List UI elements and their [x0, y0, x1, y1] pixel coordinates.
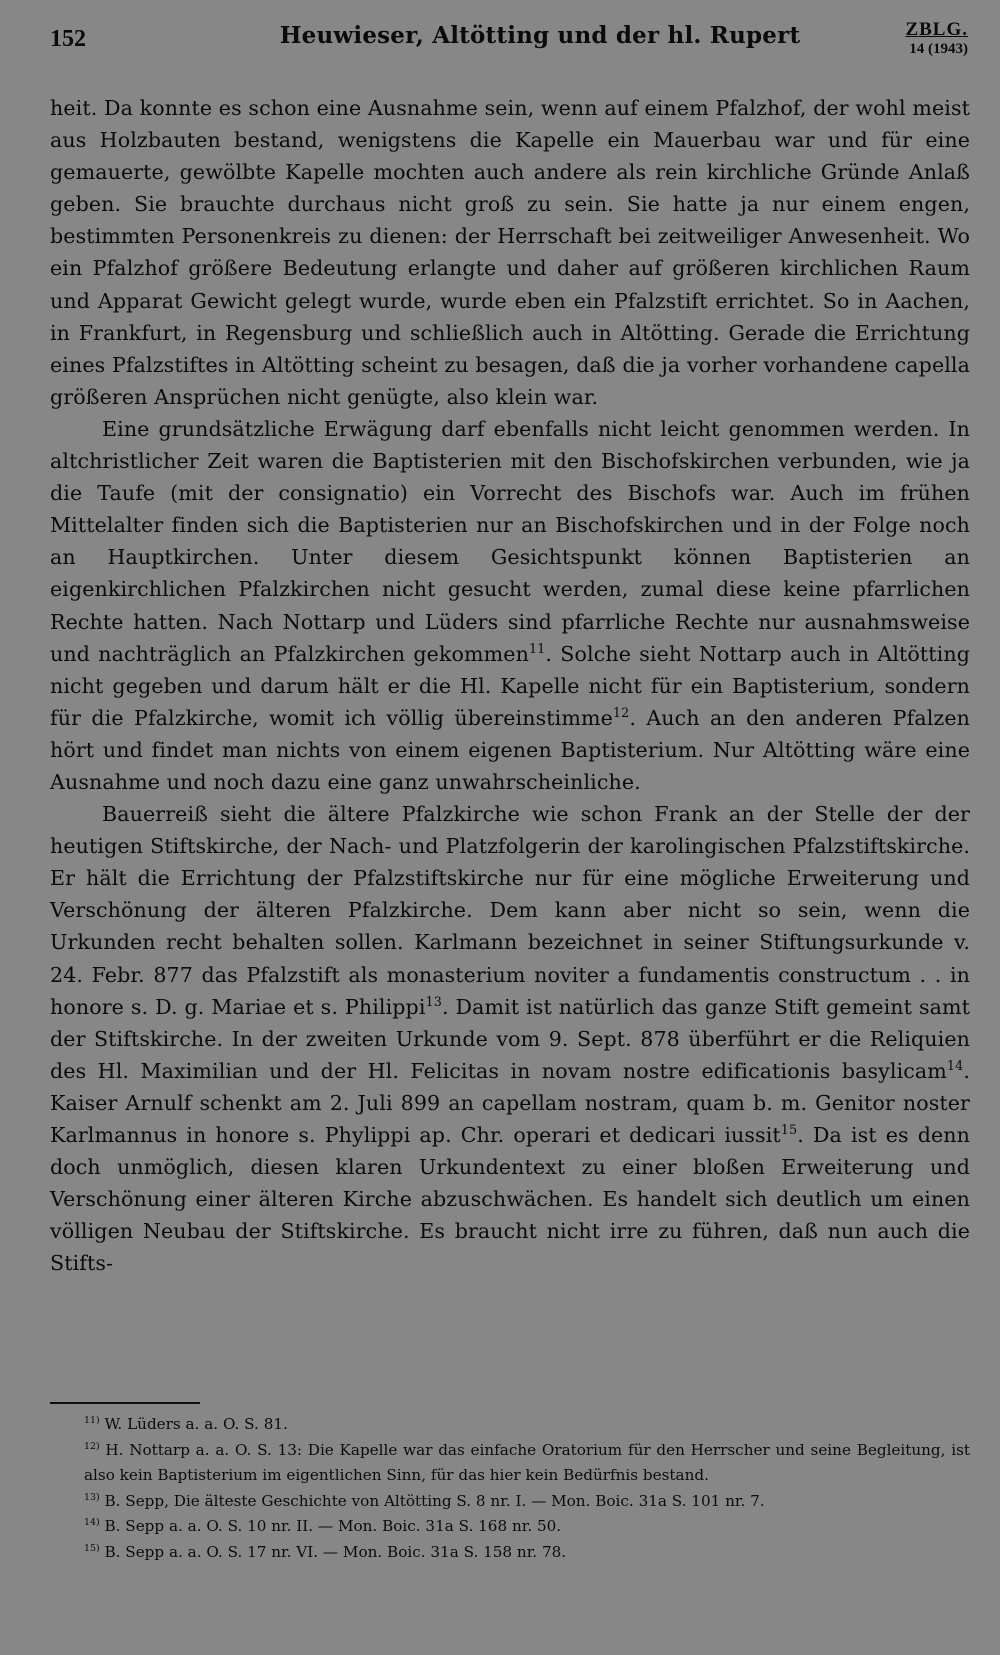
page-header [50, 20, 970, 60]
footnote-mark: 15) [84, 1542, 100, 1554]
paragraph-2-text-end: . Auch an den anderen Pfalzen hört und findet man nichts von einem eigenen Baptisterium. Nur Altötting wäre eine Ausnahme und noch dazu eine ganz unwahrscheinliche. [50, 705, 970, 794]
footnote-text: W. Lüders a. a. O. S. 81. [104, 1415, 288, 1433]
footnote-13 [50, 1489, 970, 1515]
paragraph-2-text-cont: . Solche sieht Nottarp auch in Altötting nicht gegeben und darum hält er die Hl. Kapelle nicht für ein Baptisterium, sondern für die Pfalzkirche, womit ich völlig übereinstimme [50, 641, 970, 730]
paragraph-3-text-cont2: . Kaiser Arnulf schenkt am 2. Juli 899 an capellam nostram, quam b. m. Genitor noster Karlmannus in honore s. Phylippi ap. Chr. operari et dedicari iussit [50, 1058, 970, 1147]
footnote-mark: 13) [84, 1491, 100, 1503]
footnote-text: B. Sepp, Die älteste Geschichte von Altötting S. 8 nr. I. — Mon. Boic. 31a S. 101 nr. 7. [104, 1491, 765, 1510]
footnote-14 [50, 1514, 970, 1540]
footnote-11 [50, 1412, 970, 1438]
footnote-15 [50, 1540, 970, 1566]
running-head: Heuwieser, Altötting und der hl. Rupert [279, 22, 801, 49]
main-text [50, 92, 970, 1279]
footnote-ref-12: 12 [612, 705, 630, 721]
footnote-divider [50, 1402, 200, 1404]
journal-volume: 14 (1943) [909, 41, 968, 57]
paragraph-3-text-end: . Da ist es denn doch unmöglich, diesen klaren Urkundentext zu einer bloßen Erweiterung und Verschönung einer älteren Kirche abzuschwächen. Es handelt sich deutlich um einen völligen Neubau der Stiftskirche. Es braucht nicht irre zu führen, daß nun auch die Stifts- [50, 1123, 970, 1276]
footnotes [50, 1412, 970, 1566]
footnote-text: H. Nottarp a. a. O. S. 13: Die Kapelle war das einfache Oratorium für den Herrscher und seine Begleitung, ist also kein Baptisterium im eigentlichen Sinn, für das hier kein Bedürfnis bestand. [84, 1440, 971, 1485]
footnote-mark: 11) [84, 1414, 100, 1426]
footnote-ref-14: 14 [946, 1058, 964, 1074]
footnote-12 [50, 1438, 970, 1489]
footnote-text: B. Sepp a. a. O. S. 17 nr. VI. — Mon. Boic. 31a S. 158 nr. 78. [104, 1542, 567, 1561]
journal-abbreviation: ZBLG. [905, 19, 968, 40]
footnote-text: B. Sepp a. a. O. S. 10 nr. II. — Mon. Boic. 31a S. 168 nr. 50. [104, 1517, 562, 1536]
footnote-mark: 12) [84, 1440, 100, 1452]
paragraph-3-text: Bauerreiß sieht die ältere Pfalzkirche wie schon Frank an der Stelle der der heutigen Stiftskirche, der Nach- und Platzfolgerin der karolingischen Pfalzstiftskirche. Er hält die Errichtung der Pfalzstiftskirche nur für eine mögliche Erweiterung und Verschönung der älteren Pfalzkirche. Dem kann aber nicht so sein, wenn die Urkunden recht behalten sollen. Karlmann bezeichnet in seiner Stiftungsurkunde v. 24. Febr. 877 das Pfalzstift als monasterium noviter a fundamentis constructum . . in honore s. D. g. Mariae et s. Philippi [50, 802, 970, 1019]
footnote-ref-13: 13 [425, 994, 442, 1010]
footnote-mark: 14) [84, 1517, 100, 1529]
footnote-ref-15: 15 [780, 1123, 798, 1139]
paragraph-2 [50, 413, 970, 798]
paragraph-3 [50, 798, 970, 1279]
journal-reference [905, 20, 968, 57]
footnote-ref-11: 11 [528, 641, 546, 657]
paragraph-2-text: Eine grundsätzliche Erwägung darf ebenfalls nicht leicht genommen werden. In altchristlicher Zeit waren die Baptisterien mit den Bischofskirchen verbunden, wie ja die Taufe (mit der consignatio) ein Vorrecht des Bischofs war. Auch im frühen Mittelalter finden sich die Baptisterien nur an Bischofskirchen und in der Folge noch an Hauptkirchen. Unter diesem Gesichtspunkt können Baptisterien an eigenkirchlichen Pfalzkirchen nicht gesucht werden, zumal diese keine pfarrlichen Rechte hatten. Nach Nottarp und Lüders sind pfarrliche Rechte nur ausnahmsweise und nachträglich an Pfalzkirchen gekommen [50, 416, 970, 666]
paragraph-1: heit. Da konnte es schon eine Ausnahme sein, wenn auf einem Pfalzhof, der wohl meist aus Holzbauten bestand, wenigstens die Kapelle ein Mauerbau war und für eine gemauerte, gewölbte Kapelle mochten auch andere als rein kirchliche Gründe Anlaß geben. Sie brauchte durchaus nicht groß zu sein. Sie hatte ja nur einem engen, bestimmten Personenkreis zu dienen: der Herrschaft bei zeitweiliger Anwesenheit. Wo ein Pfalzhof größere Bedeutung erlangte und daher auf größeren kirchlichen Raum und Apparat Gewicht gelegt wurde, wurde eben ein Pfalzstift errichtet. So in Aachen, in Frankfurt, in Regensburg und schließlich auch in Altötting. Gerade die Errichtung eines Pfalzstiftes in Altötting scheint zu besagen, daß die ja vorher vorhandene capella größeren Ansprüchen nicht genügte, also klein war. [50, 96, 970, 409]
page-number: 152 [50, 26, 86, 52]
paragraph-3-text-cont: . Damit ist natürlich das ganze Stift gemeint samt der Stiftskirche. In der zweiten Urkunde vom 9. Sept. 878 überführt er die Reliquien des Hl. Maximilian und der Hl. Felicitas in novam nostre edificationis basylicam [50, 994, 970, 1083]
